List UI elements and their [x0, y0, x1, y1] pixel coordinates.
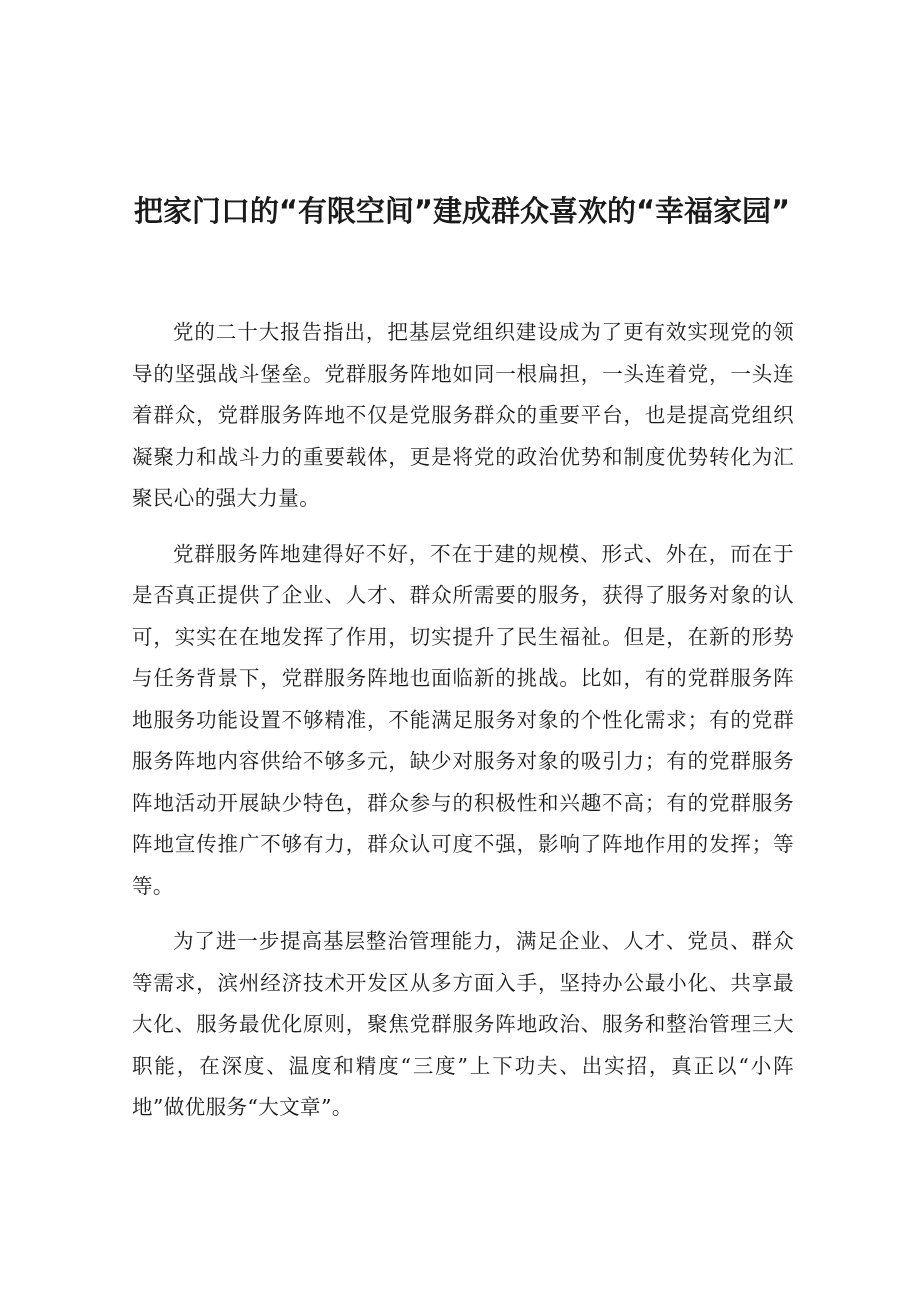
paragraph-1: 党的二十大报告指出，把基层党组织建设成为了更有效实现党的领导的坚强战斗堡垒。党群服务阵地如同一根扁担，一头连着党，一头连着群众，党群服务阵地不仅是党服务群众的重要平台，也是提高党组织凝聚力和战斗力的重要载体，更是将党的政治优势和制度优势转化为汇聚民心的强大力量。 [132, 320, 794, 510]
document-title: 把家门口的“有限空间”建成群众喜欢的“幸福家园” [133, 194, 791, 228]
paragraph-3: 为了进一步提高基层整治管理能力，满足企业、人才、党员、群众等需求，滨州经济技术开发区从多方面入手，坚持办公最小化、共享最大化、服务最优化原则，聚焦党群服务阵地政治、服务和整治管理三大职能，在深度、温度和精度“三度”上下功夫、出实招，真正以“小阵地”做优服务“大文章”。 [132, 929, 794, 1119]
paragraph-2: 党群服务阵地建得好不好，不在于建的规模、形式、外在，而在于是否真正提供了企业、人才、群众所需要的服务，获得了服务对象的认可，实实在在地发挥了作用，切实提升了民生福祉。但是，在新的形势与任务背景下，党群服务阵地也面临新的挑战。比如，有的党群服务阵地服务功能设置不够精准，不能满足服务对象的个性化需求；有的党群服务阵地内容供给不够多元，缺少对服务对象的吸引力；有的党群服务阵地活动开展缺少特色，群众参与的积极性和兴趣不高；有的党群服务阵地宣传推广不够有力，群众认可度不强，影响了阵地作用的发挥；等等。 [132, 541, 794, 898]
document-body [132, 312, 794, 1143]
